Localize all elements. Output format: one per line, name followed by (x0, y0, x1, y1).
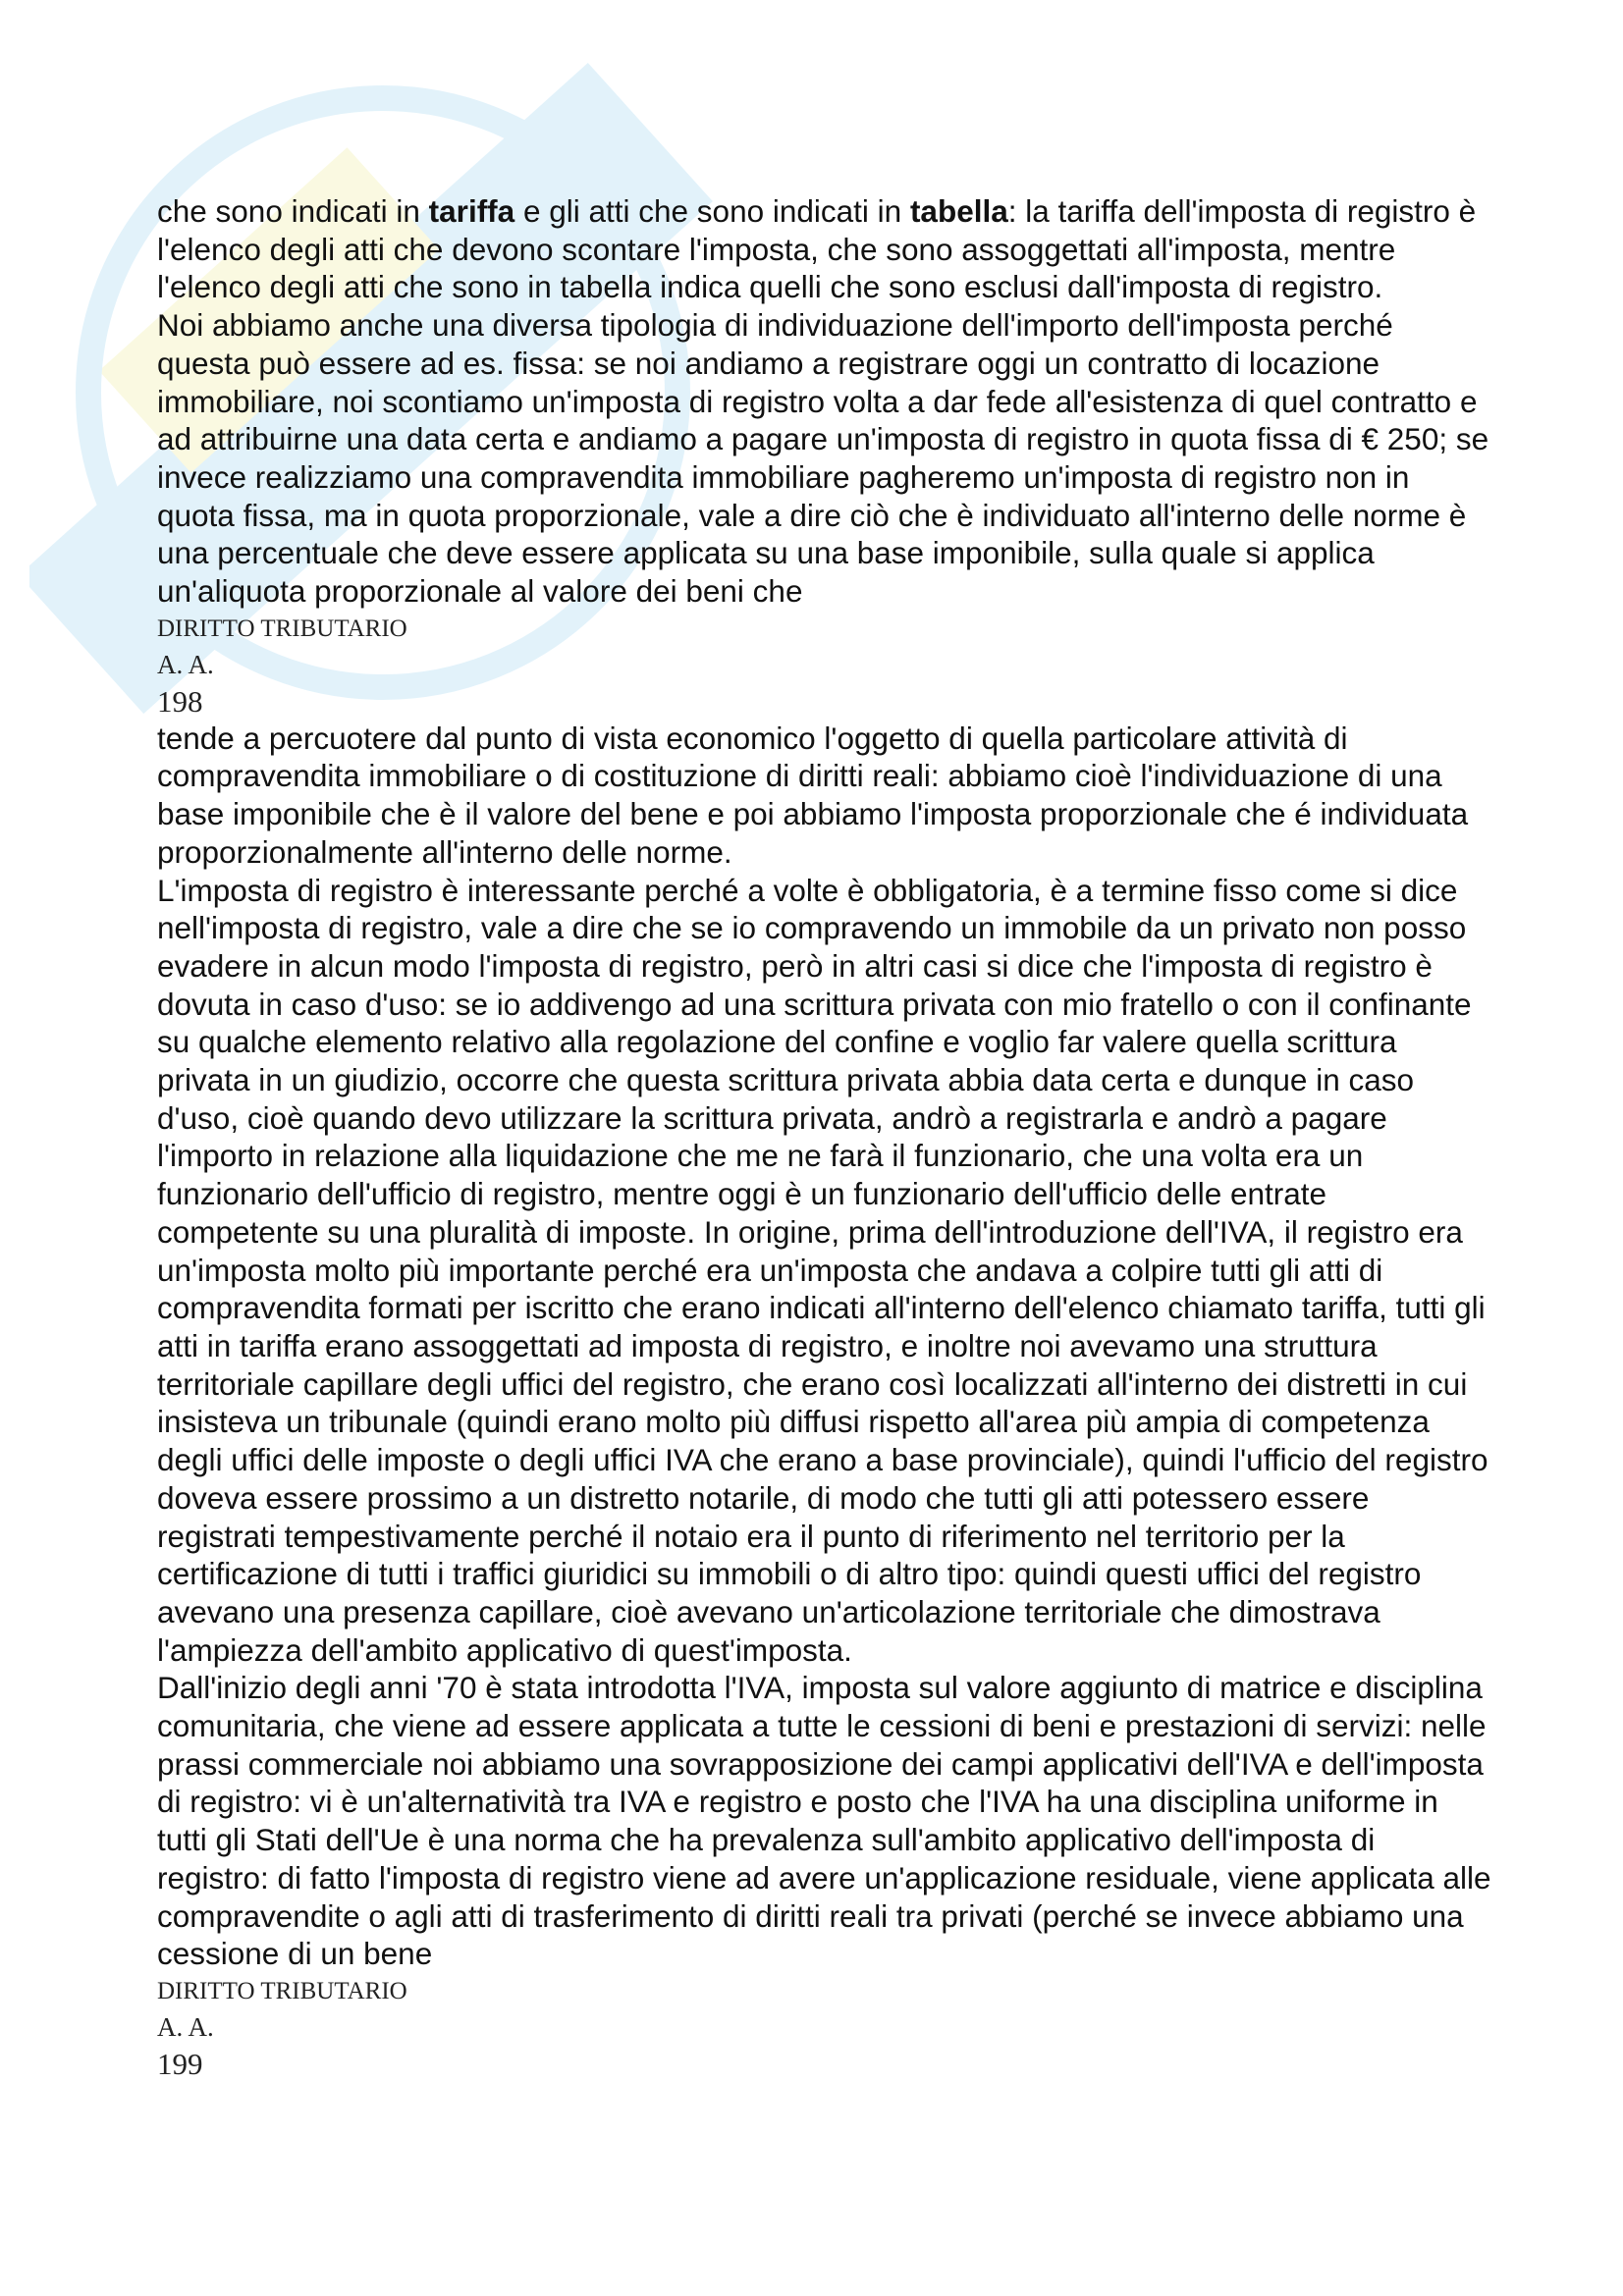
text-segment: Dall'inizio degli anni '70 è stata introdotta l'IVA, imposta sul valore aggiunto di matrice e disciplina comunitaria, che viene ad essere applicata a tutte le cessioni di beni e prestazioni di servizi: nelle prassi commerciale noi abbiamo una sovrapposizione dei campi applicativi dell'IVA e dell'imposta di registro: vi è un'alternatività tra IVA e registro e posto che l'IVA ha una disciplina uniforme in tutti gli Stati dell'Ue è una norma che ha prevalenza sull'ambito applicativo dell'imposta di registro: di fatto l'imposta di registro viene ad avere un'applicazione residuale, viene applicata alle compravendite o agli atti di trasferimento di diritti reali tra privati (perché se invece abbiamo una cessione di un bene (157, 1670, 1491, 1972)
text-segment: : la tariffa dell'imposta di registro è l'elenco degli atti che devono scontare l'imposta, che sono assoggettati all'imposta, mentre l'elenco degli atti che sono in tabella indica quelli che sono esclusi dall'imposta di registro. (157, 193, 1477, 305)
text-segment: che sono indicati in (157, 193, 429, 229)
bold-term-tabella: tabella (909, 193, 1008, 229)
paragraph (157, 1669, 1492, 1973)
paragraph (157, 192, 1492, 306)
text-segment: L'imposta di registro è interessante perché a volte è obbligatoria, è a termine fisso come si dice nell'imposta di registro, vale a dire che se io compravendo un immobile da un privato non posso evadere in alcun modo l'imposta di registro, però in altri casi si dice che l'imposta di registro è dovuta in caso d'uso: se io addivengo ad una scrittura privata con mio fratello o con il confinante su qualche elemento relativo alla regolazione del confine e voglio far valere quella scrittura privata in un giudizio, occorre che questa scrittura privata abbia data certa e dunque in caso d'uso, cioè quando devo utilizzare la scrittura privata, andrò a registrarla e andrò a pagare l'importo in relazione alla liquidazione che me ne farà il funzionario, che una volta era un funzionario dell'ufficio di registro, mentre oggi è un funzionario dell'ufficio delle entrate competente su una pluralità di imposte. In origine, prima dell'introduzione dell'IVA, il registro era un'imposta molto più importante perché era un'imposta che andava a colpire tutti gli atti di compravendita formati per iscritto che erano indicati all'interno dell'elenco chiamato tariffa, tutti gli atti in tariffa erano assoggettati ad imposta di registro, e inoltre noi avevamo una struttura territoriale capillare degli uffici del registro, che erano così localizzati all'interno dei distretti in cui insisteva un tribunale (quindi erano molto più diffusi rispetto all'area più ampia di competenza degli uffici delle imposte o degli uffici IVA che erano a base provinciale), quindi l'ufficio del registro doveva essere prossimo a un distretto notarile, di modo che tutti gli atti potessero essere registrati tempestivamente perché il notaio era il punto di riferimento nel territorio per la certificazione di tutti i traffici giuridici su immobili o di altro tipo: quindi questi uffici del registro avevano una presenza capillare, cioè avevano un'articolazione territoriale che dimostrava l'ampiezza dell'ambito applicativo di quest'imposta. (157, 872, 1488, 1668)
footer-page-number: 199 (157, 2046, 203, 2081)
paragraph-group-2 (157, 720, 1492, 1973)
document-body (157, 192, 1492, 2082)
paragraph (157, 872, 1492, 1670)
footer-course-label: DIRITTO TRIBUTARIO (157, 1977, 407, 2004)
footer-page-number: 198 (157, 683, 203, 719)
text-segment: e gli atti che sono indicati in (514, 193, 910, 229)
text-segment: tende a percuotere dal punto di vista economico l'oggetto di quella particolare attività di compravendita immobiliare o di costituzione di diritti reali: abbiamo cioè l'individuazione di una base imponibile che è il valore del bene e poi abbiamo l'imposta proporzionale che é individuata proporzionalmente all'interno delle norme. (157, 720, 1469, 870)
footer-academic-year: A. A. (157, 649, 214, 679)
paragraph (157, 720, 1492, 872)
bold-term-tariffa: tariffa (428, 193, 515, 229)
page-footer-199 (157, 1973, 1492, 2082)
paragraph-group-1 (157, 192, 1492, 611)
text-segment: Noi abbiamo anche una diversa tipologia di individuazione dell'importo dell'imposta perché questa può essere ad es. fissa: se noi andiamo a registrare oggi un contratto di locazione immobiliare, noi scontiamo un'imposta di registro volta a dar fede all'esistenza di quel contratto e ad attribuirne una data certa e andiamo a pagare un'imposta di registro in quota fissa di € 250; se invece realizziamo una compravendita immobiliare pagheremo un'imposta di registro non in quota fissa, ma in quota proporzionale, vale a dire ciò che è individuato all'interno delle norme è una percentuale che deve essere applicata su una base imponibile, sulla quale si applica un'aliquota proporzionale al valore dei beni che (157, 307, 1489, 610)
page-footer-198 (157, 611, 1492, 720)
paragraph (157, 306, 1492, 611)
footer-academic-year: A. A. (157, 2011, 214, 2042)
footer-course-label: DIRITTO TRIBUTARIO (157, 614, 407, 642)
